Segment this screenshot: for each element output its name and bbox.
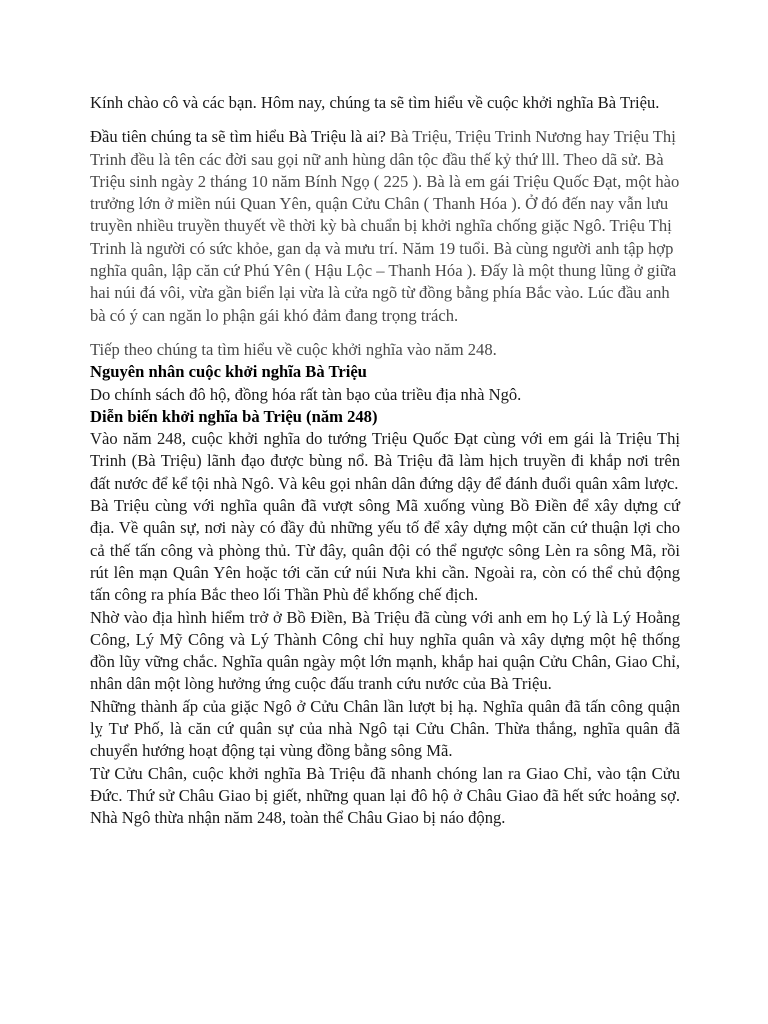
intro-paragraph: Kính chào cô và các bạn. Hôm nay, chúng ta sẽ tìm hiểu về cuộc khởi nghĩa Bà Triệu. [90,93,660,112]
events-heading: Diễn biến khởi nghĩa bà Triệu (năm 248) [90,406,378,426]
events-paragraph-3: Nhờ vào địa hình hiểm trở ở Bồ Điền, Bà Triệu đã cùng với anh em họ Lý là Lý Hoằng Công, Lý Mỹ Công và Lý Thành Công chỉ huy nghĩa quân và xây dựng một hệ thống đồn lũy vững chắc. Nghĩa quân ngày một lớn mạnh, khắp hai quận Cửu Chân, Giao Chỉ, nhân dân một lòng hưởng ứng cuộc đấu tranh cứu nước của Bà Triệu. [90,607,680,694]
cause-text: Do chính sách đô hộ, đồng hóa rất tàn bạo của triều địa nhà Ngô. [90,384,522,404]
who-question: Đầu tiên chúng ta sẽ tìm hiểu Bà Triệu là ai? [90,127,386,147]
events-paragraph-1: Vào năm 248, cuộc khởi nghĩa do tướng Triệu Quốc Đạt cùng với em gái là Triệu Thị Trinh (Bà Triệu) lãnh đạo được bùng nổ. Bà Triệu đã làm hịch truyền đi khắp nơi trên đất nước để kể tội nhà Ngô. Và kêu gọi nhân dân đứng dậy để đánh đuổi quân xâm lược. [90,429,680,493]
who-answer: Bà Triệu, Triệu Trinh Nương hay Triệu Thị Trinh đều là tên các đời sau gọi nữ anh hùng dân tộc đầu thế kỷ thứ lll. Theo dã sử. Bà Triệu sinh ngày 2 tháng 10 năm Bính Ngọ ( 225 ). Bà là em gái Triệu Quốc Đạt, một hào trưởng lớn ở miền núi Quan Yên, quận Cửu Chân ( Thanh Hóa ). Ở đó đến nay vẫn lưu truyền nhiều truyền thuyết về thời kỳ bà chuẩn bị khởi nghĩa chống giặc Ngô. Triệu Thị Trinh là người có sức khỏe, gan dạ và mưu trí. Năm 19 tuổi. Bà cùng người anh tập hợp nghĩa quân, lập căn cứ Phú Yên ( Hậu Lộc – Thanh Hóa ). Đấy là một thung lũng ở giữa hai núi đá vôi, vừa gần biển lại vừa là cửa ngõ từ đồng bằng phía Bắc vào. Lúc đầu anh bà có ý can ngăn lo phận gái khó đảm đang trọng trách. [90,127,680,325]
events-paragraph-5: Từ Cửu Chân, cuộc khởi nghĩa Bà Triệu đã nhanh chóng lan ra Giao Chỉ, vào tận Cửu Đức. Thứ sử Châu Giao bị giết, những quan lại đô hộ ở Châu Giao đã hết sức hoảng sợ. Nhà Ngô thừa nhận năm 248, toàn thể Châu Giao bị náo động. [90,763,680,828]
next-intro: Tiếp theo chúng ta tìm hiểu về cuộc khởi nghĩa vào năm 248. [90,339,497,359]
events-paragraph-2: Bà Triệu cùng với nghĩa quân đã vượt sông Mã xuống vùng Bồ Điền để xây dựng cứ địa. Về quân sự, nơi này có đầy đủ những yếu tố để xây dựng một căn cứ thuận lợi cho cả thế tấn công và phòng thủ. Từ đây, quân đội có thể ngược sông Lèn ra sông Mã, rồi rút lên mạn Quân Yên hoặc tới căn cứ núi Nưa khi cần. Ngoài ra, còn có thể chủ động tấn công ra phía Bắc theo lối Thần Phù để khống chế địch. [90,496,680,605]
who-paragraph [90,126,680,327]
cause-heading: Nguyên nhân cuộc khởi nghĩa Bà Triệu [90,362,367,382]
events-paragraph-4: Những thành ấp của giặc Ngô ở Cửu Chân lần lượt bị hạ. Nghĩa quân đã tấn công quận lỵ Tư Phố, là căn cứ quân sự của nhà Ngô tại Cửu Chân. Thừa thắng, nghĩa quân đã chuyển hướng hoạt động tại vùng đồng bằng sông Mã. [90,696,680,761]
